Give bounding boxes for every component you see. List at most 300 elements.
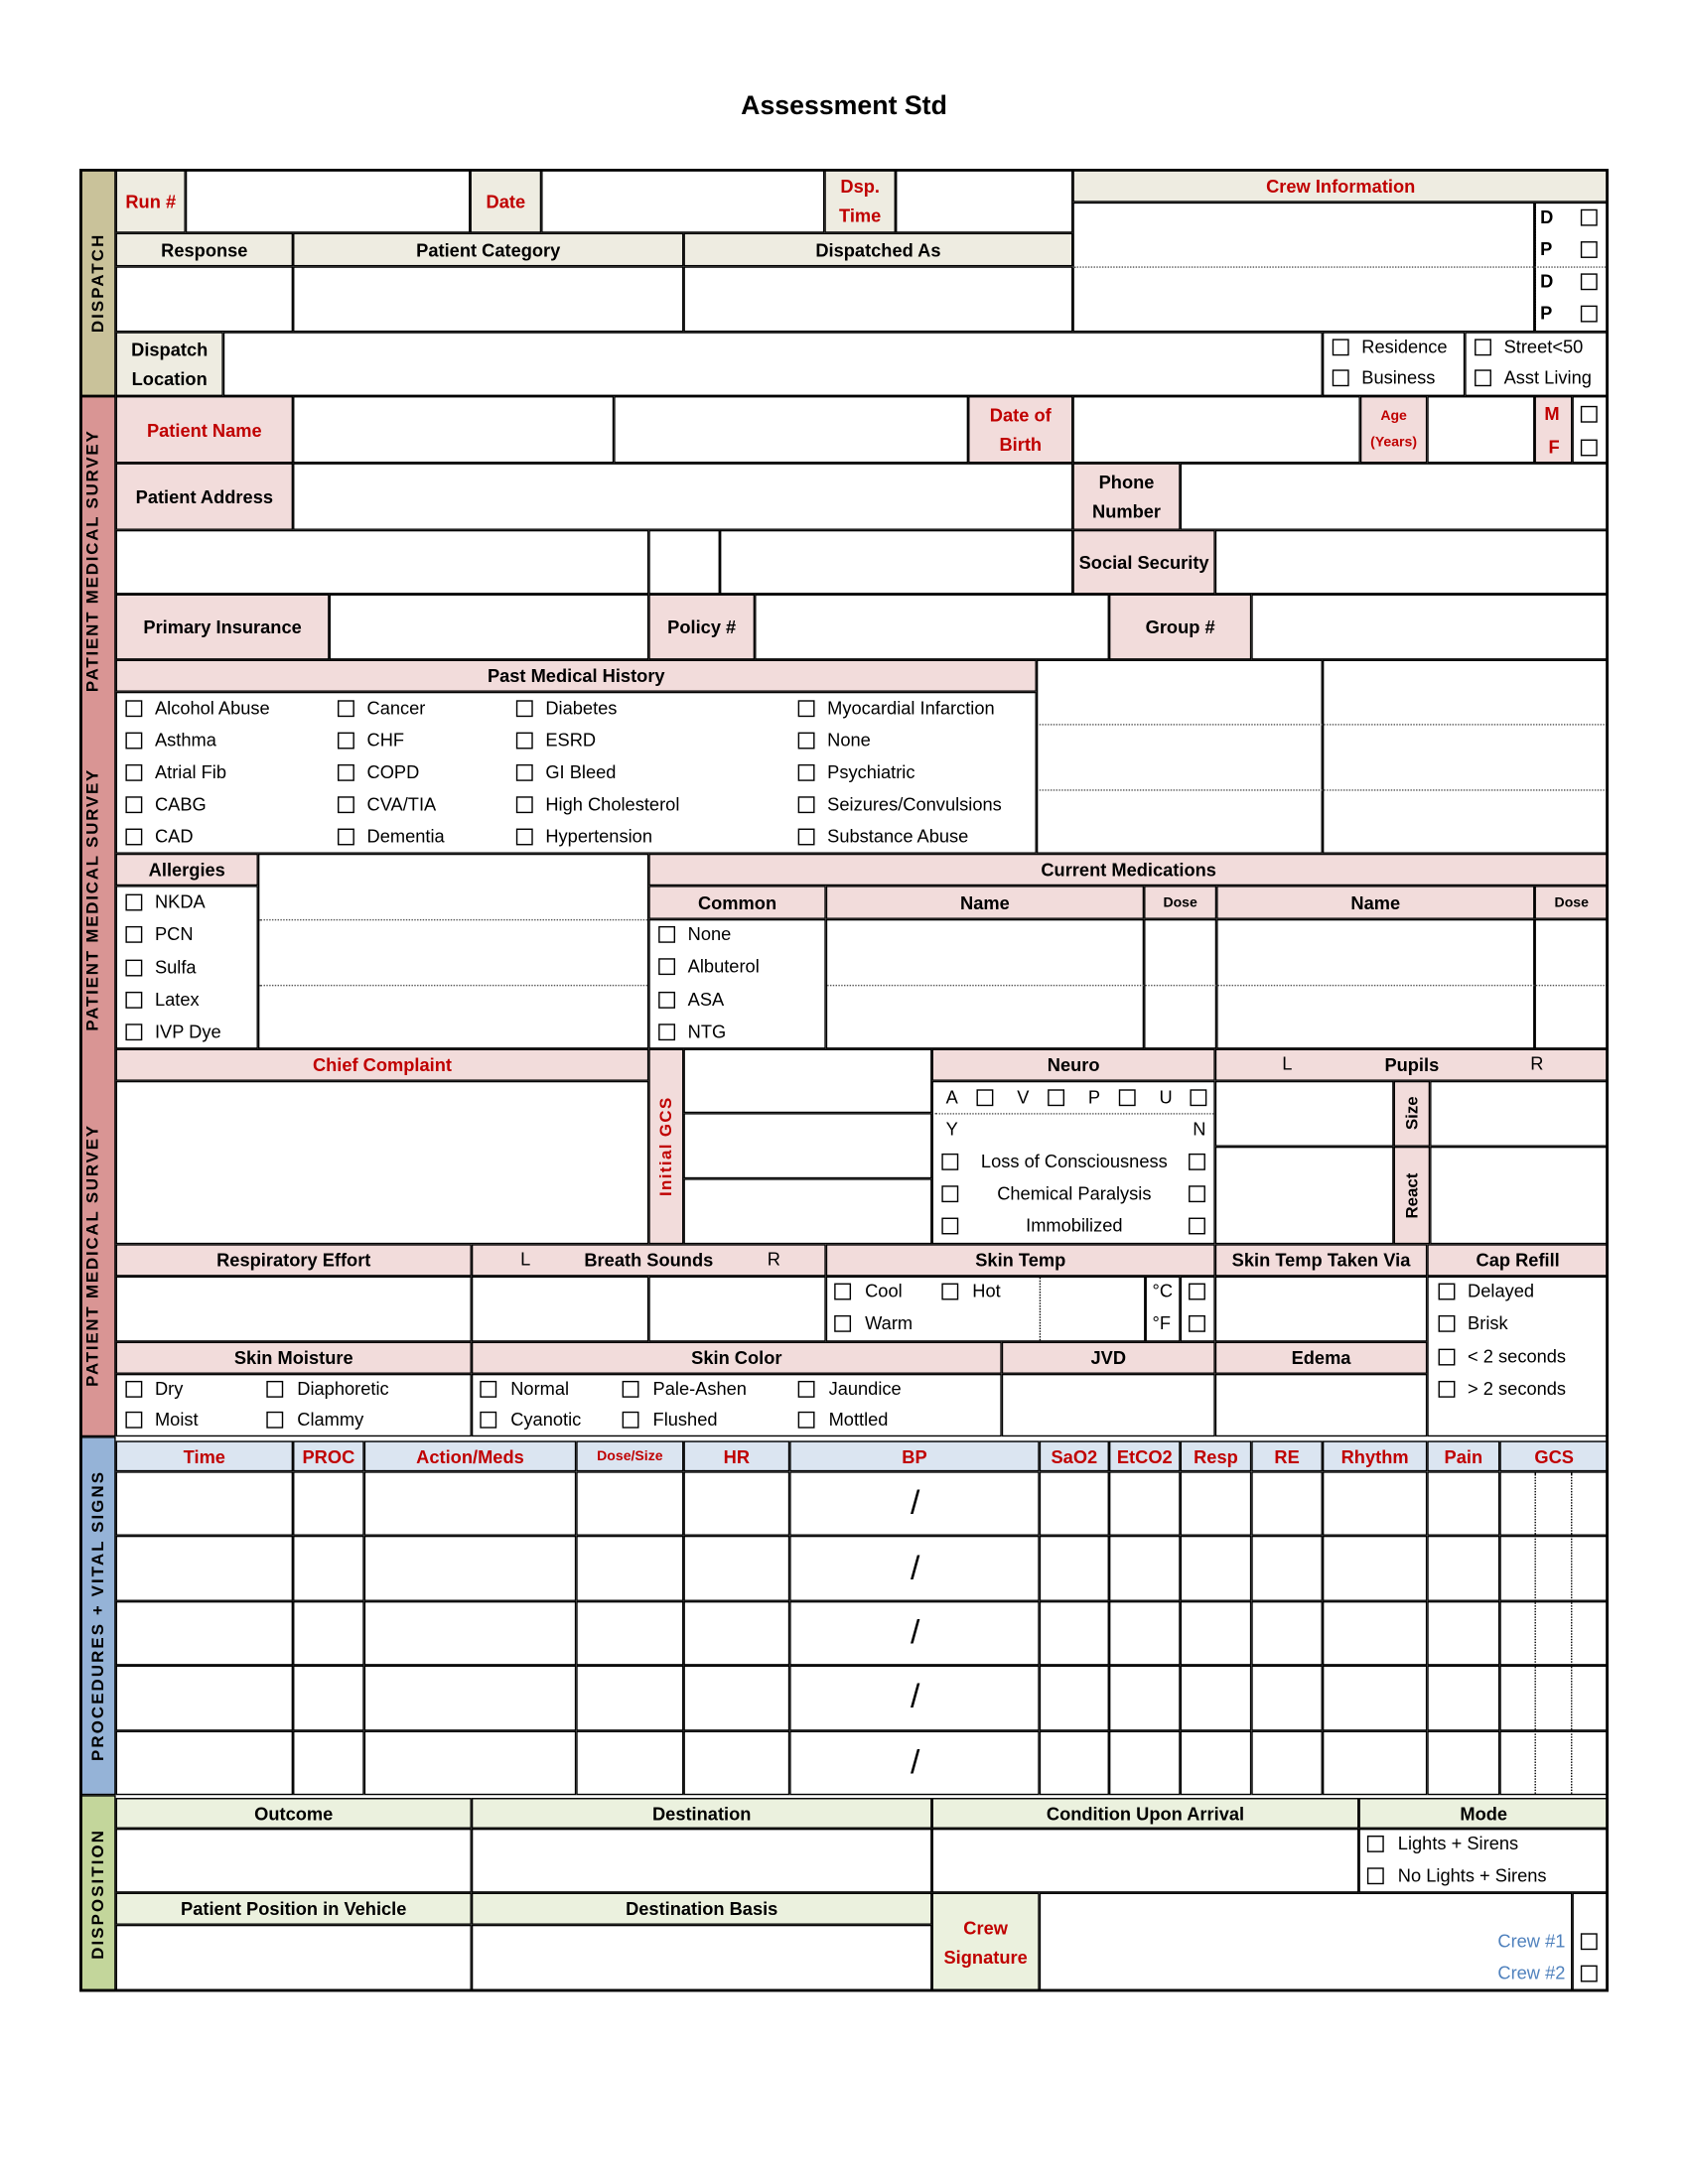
skin-temp-via-header: Skin Temp Taken Via	[1215, 1244, 1428, 1276]
vitals-cell-etco2[interactable]	[1109, 1666, 1181, 1730]
pmh-item-checkbox[interactable]	[516, 796, 533, 813]
avpu-label: U	[1159, 1086, 1173, 1108]
vitals-cell-resp[interactable]	[1181, 1536, 1252, 1600]
vitals-cell-rhythm[interactable]	[1323, 1601, 1427, 1666]
vitals-cell-proc[interactable]	[293, 1730, 364, 1795]
skin-color-checkbox[interactable]	[480, 1381, 496, 1398]
common-med-checkbox[interactable]	[658, 991, 675, 1008]
vitals-cell-re[interactable]	[1251, 1601, 1323, 1666]
common-med-label: NTG	[687, 1021, 727, 1042]
common-med-label: None	[687, 923, 732, 945]
dotted-divider	[827, 985, 1607, 986]
avpu-p-checkbox[interactable]	[1119, 1089, 1136, 1106]
pmh-item-checkbox[interactable]	[516, 829, 533, 846]
neuro-yes-checkbox[interactable]	[941, 1154, 958, 1170]
vitals-header-sao2: SaO2	[1040, 1440, 1109, 1471]
pupil-left-label: L	[1282, 1052, 1293, 1074]
skin-color-label: Pale-Ashen	[652, 1378, 747, 1400]
destination-field[interactable]	[472, 1829, 932, 1893]
pmh-item-checkbox[interactable]	[798, 733, 815, 750]
vitals-cell-action-meds[interactable]	[364, 1730, 577, 1795]
vitals-cell-time[interactable]	[116, 1666, 293, 1730]
destination-basis-header: Destination Basis	[472, 1893, 932, 1925]
crew-role-label: P	[1540, 238, 1553, 260]
patient-last-name-field[interactable]	[614, 396, 968, 463]
vitals-header-proc: PROC	[293, 1440, 364, 1471]
pmh-item-label: CVA/TIA	[366, 793, 437, 815]
pmh-item-label: Asthma	[154, 729, 216, 751]
vitals-cell-proc[interactable]	[293, 1666, 364, 1730]
allergy-item-checkbox[interactable]	[125, 992, 142, 1009]
sex-female-checkbox[interactable]	[1581, 440, 1598, 457]
pupil-react-right[interactable]	[1430, 1147, 1609, 1244]
vitals-cell-rhythm[interactable]	[1323, 1536, 1427, 1600]
pmh-item-label: None	[827, 729, 871, 751]
chief-complaint-header: Chief Complaint	[116, 1049, 649, 1081]
vitals-cell-gcs[interactable]	[1499, 1471, 1609, 1536]
patient-category-header: Patient Category	[293, 233, 683, 267]
vitals-cell-resp[interactable]	[1181, 1601, 1252, 1666]
residence-checkbox[interactable]	[1333, 339, 1349, 355]
cap-refill-option-label: > 2 seconds	[1468, 1377, 1567, 1400]
pmh-item-label: Seizures/Convulsions	[827, 793, 1002, 815]
skin-color-checkbox[interactable]	[623, 1412, 639, 1429]
pmh-item-checkbox[interactable]	[125, 796, 142, 813]
group-label: Group #	[1109, 595, 1251, 660]
pmh-item-checkbox[interactable]	[798, 700, 815, 717]
vitals-cell-action-meds[interactable]	[364, 1536, 577, 1600]
response-header: Response	[116, 233, 293, 267]
date-label: Date	[470, 169, 541, 233]
vitals-cell-pain[interactable]	[1427, 1730, 1499, 1795]
vitals-header-action-meds: Action/Meds	[364, 1440, 577, 1471]
dob-field[interactable]	[1072, 396, 1359, 463]
no-label: N	[1193, 1118, 1206, 1140]
vitals-cell-rhythm[interactable]	[1323, 1471, 1427, 1536]
medication-column-header: Name	[826, 886, 1144, 919]
vitals-cell-etco2[interactable]	[1109, 1471, 1181, 1536]
pupil-size-label-cell	[1394, 1081, 1431, 1147]
vitals-header-hr: HR	[683, 1440, 789, 1471]
pupil-react-left[interactable]	[1215, 1147, 1394, 1244]
pmh-item-label: CHF	[366, 729, 405, 751]
dispatch-location-label: Dispatch Location	[116, 332, 223, 396]
jvd-header: JVD	[1002, 1342, 1215, 1374]
neuro-header: Neuro	[932, 1049, 1215, 1081]
pmh-item-checkbox[interactable]	[338, 764, 354, 781]
crew-role-label: D	[1540, 270, 1554, 292]
vitals-cell-time[interactable]	[116, 1730, 293, 1795]
patient-address-label: Patient Address	[116, 463, 293, 529]
vitals-header-dose-size: Dose/Size	[576, 1440, 683, 1471]
vitals-cell-proc[interactable]	[293, 1471, 364, 1536]
pmh-item-label: CAD	[154, 825, 194, 847]
pmh-item-label: Substance Abuse	[827, 825, 969, 847]
vitals-cell-time[interactable]	[116, 1471, 293, 1536]
phone-number-field[interactable]	[1181, 463, 1609, 529]
patient-band-label: PATIENT MEDICAL SURVEY	[81, 767, 102, 1031]
policy-label: Policy #	[648, 595, 755, 660]
skin-temp-cool-checkbox[interactable]	[834, 1284, 851, 1300]
common-med-checkbox[interactable]	[658, 1024, 675, 1040]
gcs-eye-field[interactable]	[683, 1049, 931, 1114]
skin-temp-via-field[interactable]	[1215, 1277, 1428, 1342]
skin-color-label: Mottled	[828, 1409, 889, 1431]
pmh-item-checkbox[interactable]	[338, 733, 354, 750]
allergies-other-field[interactable]	[258, 854, 648, 1049]
procedures-band-label: PROCEDURES + VITAL SIGNS	[87, 1470, 108, 1762]
social-security-field[interactable]	[1215, 530, 1609, 595]
avpu-a-checkbox[interactable]	[977, 1089, 994, 1106]
skin-moisture-label: Diaphoretic	[297, 1378, 389, 1400]
pmh-item-label: CABG	[154, 793, 207, 815]
vitals-cell-hr[interactable]	[683, 1601, 789, 1666]
medication-column-header: Dose	[1144, 886, 1216, 919]
dotted-divider	[1535, 1473, 1536, 1794]
crew-2-label: Crew #2	[1497, 1962, 1566, 1983]
chief-complaint-field[interactable]	[116, 1081, 649, 1244]
business-label: Business	[1361, 366, 1436, 388]
vitals-cell-gcs[interactable]	[1499, 1666, 1609, 1730]
destination-basis-field[interactable]	[472, 1925, 932, 1991]
skin-moisture-checkbox[interactable]	[125, 1381, 142, 1398]
gcs-motor-field[interactable]	[683, 1178, 931, 1244]
yes-label: Y	[945, 1118, 958, 1140]
allergy-item-label: Latex	[154, 988, 200, 1011]
pmh-item-label: GI Bleed	[545, 761, 617, 783]
skin-moisture-label: Dry	[154, 1378, 184, 1400]
pmh-item-label: Psychiatric	[827, 761, 915, 783]
pmh-item-label: High Cholesterol	[545, 793, 680, 815]
pmh-item-checkbox[interactable]	[125, 764, 142, 781]
skin-temp-hot-checkbox[interactable]	[941, 1284, 958, 1300]
vitals-cell-rhythm[interactable]	[1323, 1666, 1427, 1730]
vitals-cell-re[interactable]	[1251, 1666, 1323, 1730]
initial-gcs-label-cell	[648, 1049, 683, 1245]
disposition-band	[79, 1795, 116, 1991]
social-security-label: Social Security	[1072, 530, 1214, 595]
gcs-verbal-field[interactable]	[683, 1113, 931, 1178]
vitals-cell-hr[interactable]	[683, 1666, 789, 1730]
vitals-header-gcs: GCS	[1499, 1440, 1609, 1471]
response-field[interactable]	[116, 266, 293, 332]
dispatch-band-label: DISPATCH	[87, 232, 108, 333]
crew-role-label: P	[1540, 302, 1553, 324]
crew-role-3-checkbox[interactable]	[1581, 306, 1598, 323]
business-checkbox[interactable]	[1333, 369, 1349, 386]
medication-column-header: Common	[648, 886, 825, 919]
allergy-item-checkbox[interactable]	[125, 1024, 142, 1041]
respiratory-effort-field[interactable]	[116, 1277, 472, 1342]
crew-1-label: Crew #1	[1497, 1930, 1566, 1952]
crew-2-checkbox[interactable]	[1581, 1966, 1598, 1982]
skin-moisture-checkbox[interactable]	[266, 1412, 283, 1429]
skin-color-checkbox[interactable]	[798, 1381, 815, 1398]
avpu-u-checkbox[interactable]	[1190, 1089, 1206, 1106]
condition-header: Condition Upon Arrival	[932, 1798, 1359, 1829]
bp-separator: /	[910, 1549, 920, 1587]
pmh-item-checkbox[interactable]	[516, 733, 533, 750]
skin-color-checkbox[interactable]	[798, 1412, 815, 1429]
pmh-item-checkbox[interactable]	[338, 829, 354, 846]
pmh-item-label: Atrial Fib	[154, 761, 227, 783]
pmh-item-checkbox[interactable]	[125, 829, 142, 846]
common-med-checkbox[interactable]	[658, 926, 675, 943]
outcome-header: Outcome	[116, 1798, 472, 1829]
neuro-no-checkbox[interactable]	[1189, 1154, 1205, 1170]
sex-male-checkbox[interactable]	[1581, 406, 1598, 423]
pmh-item-checkbox[interactable]	[798, 796, 815, 813]
pmh-item-checkbox[interactable]	[338, 700, 354, 717]
age-label: Age (Years)	[1360, 396, 1427, 463]
pmh-item-checkbox[interactable]	[125, 733, 142, 750]
vitals-cell-resp[interactable]	[1181, 1666, 1252, 1730]
pmh-item-checkbox[interactable]	[798, 764, 815, 781]
patient-name-label: Patient Name	[116, 396, 293, 463]
vitals-cell-hr[interactable]	[683, 1536, 789, 1600]
neuro-item-label: Loss of Consciousness	[980, 1151, 1168, 1172]
skin-moisture-checkbox[interactable]	[125, 1412, 142, 1429]
allergy-item-checkbox[interactable]	[125, 959, 142, 976]
bp-separator: /	[910, 1484, 920, 1523]
vitals-cell-pain[interactable]	[1427, 1601, 1499, 1666]
vitals-cell-rhythm[interactable]	[1323, 1730, 1427, 1795]
dotted-divider	[1040, 724, 1608, 725]
city-field[interactable]	[116, 530, 649, 595]
vitals-cell-hr[interactable]	[683, 1730, 789, 1795]
skin-color-header: Skin Color	[472, 1342, 1002, 1374]
dispatch-time-field[interactable]	[896, 169, 1072, 233]
pmh-item-label: Hypertension	[545, 825, 652, 847]
skin-temp-warm-checkbox[interactable]	[834, 1315, 851, 1332]
neuro-no-checkbox[interactable]	[1189, 1218, 1205, 1235]
neuro-yes-checkbox[interactable]	[941, 1185, 958, 1202]
neuro-item-label: Chemical Paralysis	[997, 1182, 1152, 1204]
mode-no-lights-sirens-label: No Lights + Sirens	[1397, 1864, 1547, 1886]
vitals-header-bp: BP	[789, 1440, 1039, 1471]
vitals-cell-proc[interactable]	[293, 1601, 364, 1666]
vitals-cell-action-meds[interactable]	[364, 1601, 577, 1666]
crew-divider	[1072, 266, 1609, 267]
cap-refill-option-checkbox[interactable]	[1439, 1315, 1456, 1332]
edema-header: Edema	[1215, 1342, 1428, 1374]
vitals-cell-hr[interactable]	[683, 1471, 789, 1536]
vitals-header-pain: Pain	[1427, 1440, 1499, 1471]
vitals-cell-dose-size[interactable]	[576, 1666, 683, 1730]
patient-band-label: PATIENT MEDICAL SURVEY	[81, 429, 102, 693]
patient-address-field[interactable]	[293, 463, 1072, 529]
breath-sounds-header: Breath Sounds	[472, 1244, 826, 1276]
asst-living-label: Asst Living	[1503, 366, 1592, 388]
vitals-header-time: Time	[116, 1440, 293, 1471]
vitals-cell-time[interactable]	[116, 1601, 293, 1666]
neuro-yes-checkbox[interactable]	[941, 1218, 958, 1235]
initial-gcs-label: Initial GCS	[655, 1096, 676, 1197]
pupil-size-right[interactable]	[1430, 1081, 1609, 1147]
outcome-field[interactable]	[116, 1829, 472, 1893]
vitals-cell-pain[interactable]	[1427, 1471, 1499, 1536]
patient-first-name-field[interactable]	[293, 396, 614, 463]
pmh-item-checkbox[interactable]	[516, 700, 533, 717]
vitals-cell-gcs[interactable]	[1499, 1601, 1609, 1666]
condition-field[interactable]	[932, 1829, 1359, 1893]
jvd-field[interactable]	[1002, 1374, 1215, 1436]
vitals-cell-resp[interactable]	[1181, 1730, 1252, 1795]
pupils-header: Pupils	[1215, 1049, 1609, 1081]
vitals-cell-etco2[interactable]	[1109, 1536, 1181, 1600]
allergy-item-label: PCN	[154, 923, 194, 945]
breath-sounds-left-field[interactable]	[472, 1277, 648, 1342]
vitals-cell-re[interactable]	[1251, 1536, 1323, 1600]
crew-role-0-checkbox[interactable]	[1581, 209, 1598, 226]
pmh-item-checkbox[interactable]	[516, 764, 533, 781]
avpu-v-checkbox[interactable]	[1048, 1089, 1064, 1106]
vitals-cell-pain[interactable]	[1427, 1666, 1499, 1730]
run-number-field[interactable]	[186, 169, 471, 233]
patient-position-field[interactable]	[116, 1925, 472, 1991]
dotted-divider	[259, 919, 647, 920]
vitals-cell-sao2[interactable]	[1040, 1730, 1109, 1795]
crew-role-2-checkbox[interactable]	[1581, 273, 1598, 290]
common-med-label: ASA	[687, 988, 725, 1010]
vitals-cell-action-meds[interactable]	[364, 1471, 577, 1536]
dispatch-location-field[interactable]	[223, 332, 1323, 396]
vitals-cell-etco2[interactable]	[1109, 1730, 1181, 1795]
skin-color-checkbox[interactable]	[623, 1381, 639, 1398]
pmh-item-checkbox[interactable]	[798, 829, 815, 846]
state-field[interactable]	[648, 530, 720, 595]
asst-living-checkbox[interactable]	[1475, 369, 1491, 386]
vitals-cell-dose-size[interactable]	[576, 1601, 683, 1666]
form-title: Assessment Std	[741, 91, 947, 122]
vitals-cell-pain[interactable]	[1427, 1536, 1499, 1600]
primary-insurance-field[interactable]	[330, 595, 649, 660]
crew-signature-field[interactable]	[1040, 1893, 1573, 1992]
avpu-label: P	[1087, 1086, 1101, 1108]
cap-refill-option-checkbox[interactable]	[1439, 1381, 1456, 1398]
skin-moisture-checkbox[interactable]	[266, 1381, 283, 1398]
policy-field[interactable]	[755, 595, 1109, 660]
medication-column-header: Dose	[1535, 886, 1609, 919]
sex-male-label: M	[1544, 403, 1560, 425]
vitals-cell-sao2[interactable]	[1040, 1471, 1109, 1536]
mode-no-lights-sirens-checkbox[interactable]	[1367, 1867, 1384, 1884]
mode-lights-sirens-checkbox[interactable]	[1367, 1836, 1384, 1852]
patient-position-header: Patient Position in Vehicle	[116, 1893, 472, 1925]
respiratory-effort-header: Respiratory Effort	[116, 1244, 472, 1276]
vitals-cell-action-meds[interactable]	[364, 1666, 577, 1730]
cap-refill-option-label: < 2 seconds	[1468, 1345, 1567, 1367]
celsius-label: °C	[1152, 1280, 1174, 1301]
fahrenheit-label: °F	[1152, 1312, 1171, 1334]
skin-color-label: Flushed	[652, 1409, 718, 1431]
run-number-label: Run #	[116, 169, 186, 233]
vitals-header-re: RE	[1251, 1440, 1323, 1471]
common-med-checkbox[interactable]	[658, 959, 675, 976]
pupil-right-label: R	[1530, 1052, 1544, 1074]
allergy-item-label: IVP Dye	[154, 1021, 221, 1042]
pupil-size-left[interactable]	[1215, 1081, 1394, 1147]
pmh-other-field[interactable]	[1037, 660, 1323, 854]
residence-label: Residence	[1361, 336, 1448, 357]
bp-separator: /	[910, 1742, 920, 1781]
pmh-other-field[interactable]	[1323, 660, 1609, 854]
group-field[interactable]	[1251, 595, 1609, 660]
crew-1-checkbox[interactable]	[1581, 1933, 1598, 1950]
vitals-header-rhythm: Rhythm	[1323, 1440, 1427, 1471]
vitals-header-resp: Resp	[1181, 1440, 1252, 1471]
breath-right-label: R	[767, 1248, 780, 1270]
vitals-cell-sao2[interactable]	[1040, 1666, 1109, 1730]
skin-moisture-label: Clammy	[297, 1409, 364, 1431]
vitals-header-etco2: EtCO2	[1109, 1440, 1181, 1471]
pupil-react-label: React	[1401, 1172, 1421, 1219]
cap-refill-option-checkbox[interactable]	[1439, 1284, 1456, 1300]
age-field[interactable]	[1427, 396, 1534, 463]
cap-refill-option-checkbox[interactable]	[1439, 1348, 1456, 1365]
pupil-size-label: Size	[1401, 1097, 1421, 1131]
zip-field[interactable]	[720, 530, 1072, 595]
cap-refill-header: Cap Refill	[1427, 1244, 1609, 1276]
skin-temp-header: Skin Temp	[826, 1244, 1215, 1276]
vitals-cell-dose-size[interactable]	[576, 1471, 683, 1536]
vitals-cell-time[interactable]	[116, 1536, 293, 1600]
vitals-cell-proc[interactable]	[293, 1536, 364, 1600]
dispatched-as-field[interactable]	[683, 266, 1072, 332]
common-med-label: Albuterol	[687, 955, 760, 977]
pmh-item-checkbox[interactable]	[338, 796, 354, 813]
pupil-react-label-cell	[1394, 1147, 1431, 1244]
fahrenheit-checkbox[interactable]	[1189, 1315, 1205, 1332]
dispatch-time-label: Dsp. Time	[824, 169, 896, 233]
pmh-item-label: Myocardial Infarction	[827, 697, 995, 719]
allergy-item-checkbox[interactable]	[125, 894, 142, 911]
street-under-50-checkbox[interactable]	[1475, 339, 1491, 355]
pmh-item-label: COPD	[366, 761, 420, 783]
dotted-divider	[1571, 1473, 1572, 1794]
pmh-item-checkbox[interactable]	[125, 700, 142, 717]
vitals-cell-re[interactable]	[1251, 1730, 1323, 1795]
breath-sounds-right-field[interactable]	[648, 1277, 825, 1342]
dotted-divider	[259, 985, 647, 986]
allergy-item-checkbox[interactable]	[125, 926, 142, 943]
allergy-item-label: Sulfa	[154, 956, 197, 978]
skin-temp-hot-label: Hot	[972, 1280, 1001, 1301]
neuro-item-label: Immobilized	[1026, 1214, 1123, 1236]
vitals-cell-sao2[interactable]	[1040, 1601, 1109, 1666]
pmh-item-label: Cancer	[366, 697, 426, 719]
neuro-no-checkbox[interactable]	[1189, 1185, 1205, 1202]
crew-role-1-checkbox[interactable]	[1581, 241, 1598, 258]
edema-field[interactable]	[1215, 1374, 1428, 1436]
vitals-cell-resp[interactable]	[1181, 1471, 1252, 1536]
celsius-checkbox[interactable]	[1189, 1284, 1205, 1300]
cap-refill-option-label: Brisk	[1468, 1312, 1508, 1334]
vitals-cell-gcs[interactable]	[1499, 1536, 1609, 1600]
patient-category-field[interactable]	[293, 266, 683, 332]
skin-color-checkbox[interactable]	[480, 1412, 496, 1429]
vitals-cell-gcs[interactable]	[1499, 1730, 1609, 1795]
vitals-cell-etco2[interactable]	[1109, 1601, 1181, 1666]
skin-color-label: Cyanotic	[510, 1409, 582, 1431]
allergies-header: Allergies	[116, 854, 258, 886]
vitals-cell-sao2[interactable]	[1040, 1536, 1109, 1600]
dotted-divider	[934, 1113, 1213, 1114]
vitals-cell-dose-size[interactable]	[576, 1536, 683, 1600]
vitals-cell-re[interactable]	[1251, 1471, 1323, 1536]
vitals-cell-dose-size[interactable]	[576, 1730, 683, 1795]
date-field[interactable]	[541, 169, 824, 233]
